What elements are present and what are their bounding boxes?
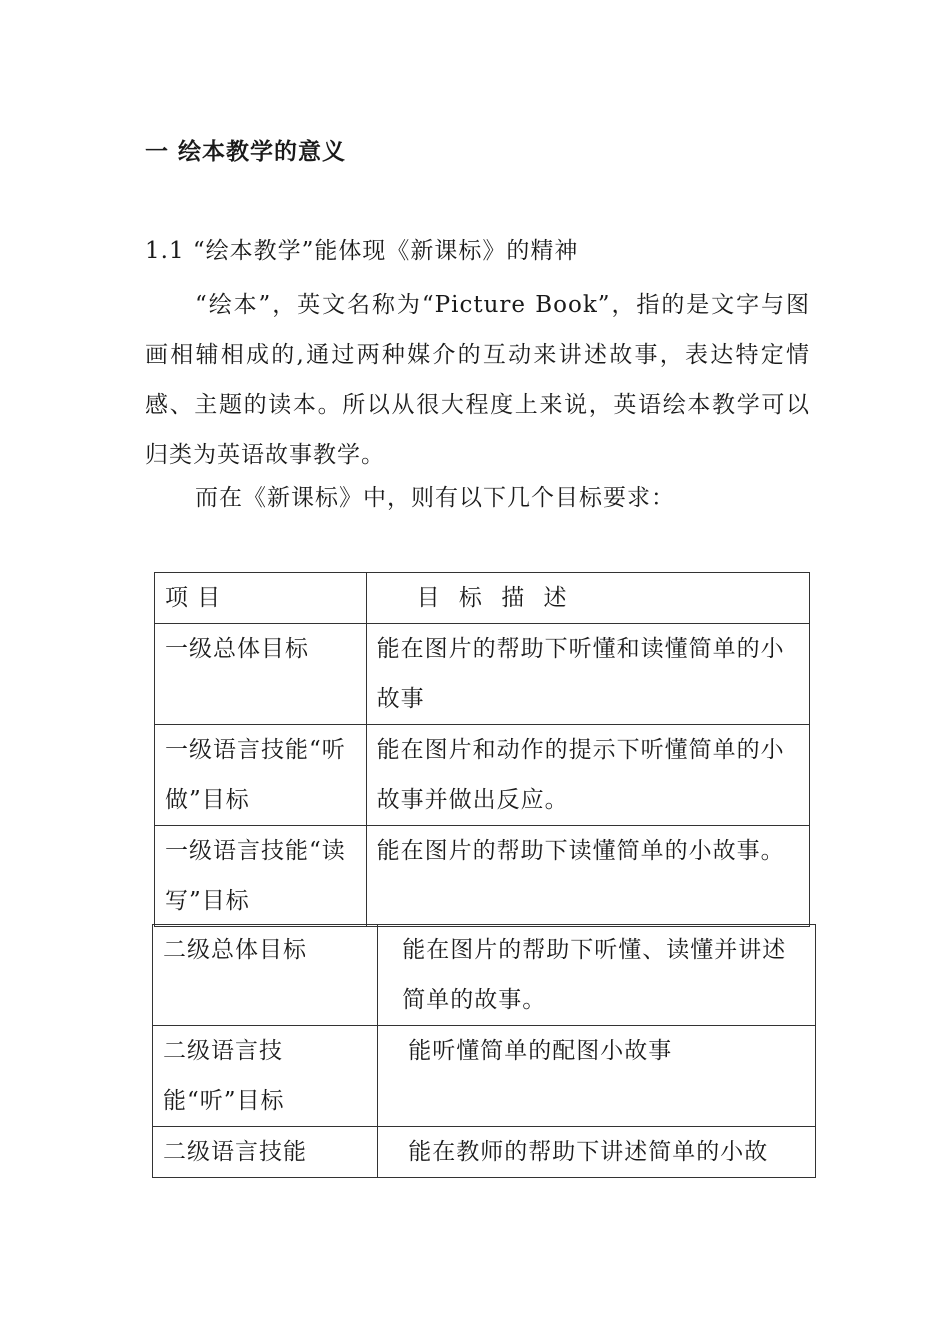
paragraph-goals-lead: 而在《新课标》中，则有以下几个目标要求： bbox=[195, 485, 675, 511]
table-cell-desc: 能在教师的帮助下讲述简单的小故 bbox=[378, 1127, 816, 1178]
table-cell-item: 一级语言技能“听做”目标 bbox=[155, 725, 367, 826]
table-cell-desc: 能在图片的帮助下听懂和读懂简单的小故事 bbox=[366, 624, 809, 725]
table-cell-desc: 能在图片的帮助下读懂简单的小故事。 bbox=[366, 826, 809, 927]
goals-table-part2 bbox=[152, 924, 816, 1178]
subsection-title: 1.1 “绘本教学”能体现《新课标》的精神 bbox=[145, 238, 579, 264]
header-item bbox=[155, 573, 367, 624]
table-cell-item: 二级语言技能 bbox=[153, 1127, 378, 1178]
table-row bbox=[155, 624, 810, 725]
table-row bbox=[155, 826, 810, 927]
table-cell-item: 一级总体目标 bbox=[155, 624, 367, 725]
table-cell-item: 一级语言技能“读写”目标 bbox=[155, 826, 367, 927]
table-cell-desc: 能听懂简单的配图小故事 bbox=[378, 1026, 816, 1127]
header-desc-label: 目 标 描 述 bbox=[416, 585, 573, 611]
header-desc bbox=[366, 573, 809, 624]
table-row bbox=[153, 1026, 816, 1127]
table-row bbox=[153, 925, 816, 1026]
header-item-label: 项 目 bbox=[165, 585, 222, 611]
section-title: 一 绘本教学的意义 bbox=[145, 139, 347, 165]
table-cell-item: 二级总体目标 bbox=[153, 925, 378, 1026]
table-cell-desc: 能在图片的帮助下听懂、读懂并讲述简单的故事。 bbox=[378, 925, 816, 1026]
table-cell-item: 二级语言技能“听”目标 bbox=[153, 1026, 378, 1127]
paragraph-intro: “绘本”，英文名称为“Picture Book”，指的是文字与图画相辅相成的,通过两种媒介的互动来讲述故事，表达特定情感、主题的读本。所以从很大程度上来说，英语绘本教学可以归类为英语故事教学。 bbox=[145, 292, 810, 468]
table-row bbox=[155, 725, 810, 826]
table-header-row bbox=[155, 573, 810, 624]
goals-table-part1 bbox=[154, 572, 810, 927]
table-row bbox=[153, 1127, 816, 1178]
table-cell-desc: 能在图片和动作的提示下听懂简单的小故事并做出反应。 bbox=[366, 725, 809, 826]
